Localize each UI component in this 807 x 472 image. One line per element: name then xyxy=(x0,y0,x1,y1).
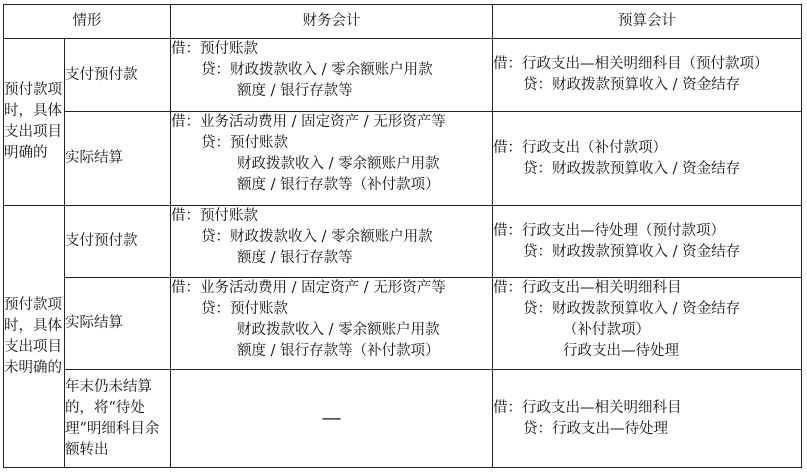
entry-line: 借：行政支出—待处理（预付款项） xyxy=(493,222,725,239)
entry-line: 贷：行政支出—待处理 xyxy=(523,420,668,437)
table-row xyxy=(4,370,802,468)
table-row xyxy=(4,112,802,206)
situation-cell: 支付预付款 xyxy=(65,206,171,278)
entry-line: 贷：财政拨款预算收入 / 资金结存 xyxy=(523,301,741,317)
entry-line: 行政支出—待处理 xyxy=(563,343,679,359)
table-row xyxy=(4,206,802,278)
header-financial: 财务会计 xyxy=(171,5,493,39)
financial-cell xyxy=(171,278,493,370)
budget-cell xyxy=(493,370,802,468)
entry-line: 借：行政支出—相关明细科目 xyxy=(493,280,682,296)
table-row xyxy=(4,278,802,370)
entry-line: 贷：预付账款 xyxy=(201,135,288,151)
header-budget: 预算会计 xyxy=(493,5,802,39)
entry-line: 借：业务活动费用 / 固定资产 / 无形资产等 xyxy=(171,280,446,296)
entry-line: 贷：预付账款 xyxy=(201,301,288,317)
entry-line: 贷：财政拨款预算收入 / 资金结存 xyxy=(523,77,741,93)
entry-line: 额度 / 银行存款等 xyxy=(237,250,353,266)
entry-line: 贷：财政拨款收入 / 零余额账户用款 xyxy=(201,62,433,78)
financial-cell xyxy=(171,206,493,278)
table-row xyxy=(4,39,802,112)
financial-cell xyxy=(171,112,493,206)
entry-line: 贷：财政拨款收入 / 零余额账户用款 xyxy=(201,229,433,245)
situation-cell: 实际结算 xyxy=(65,112,171,206)
header-situation: 情形 xyxy=(4,5,171,39)
situation-cell: 实际结算 xyxy=(65,278,171,370)
entry-line: 额度 / 银行存款等（补付款项） xyxy=(237,177,440,193)
situation-cell: 支付预付款 xyxy=(65,39,171,112)
entry-line: 额度 / 银行存款等（补付款项） xyxy=(237,343,440,359)
entry-line: 贷：财政拨款预算收入 / 资金结存 xyxy=(523,243,741,260)
entry-line: 借：业务活动费用 / 固定资产 / 无形资产等 xyxy=(171,114,446,130)
entry-line: 贷：财政拨款预算收入 / 资金结存 xyxy=(523,160,741,177)
budget-cell xyxy=(493,278,802,370)
financial-cell xyxy=(171,39,493,112)
budget-cell xyxy=(493,39,802,112)
entry-line: 借：行政支出（补付款项） xyxy=(493,139,667,156)
entry-line: 财政拨款收入 / 零余额账户用款 xyxy=(237,156,440,172)
empty-dash: — xyxy=(321,404,342,429)
accounting-table xyxy=(3,4,802,468)
entry-line: （补付款项） xyxy=(563,322,650,338)
entry-line: 借：行政支出—相关明细科目（预付款项） xyxy=(493,56,769,72)
budget-cell xyxy=(493,112,802,206)
budget-cell xyxy=(493,206,802,278)
entry-line: 借：预付账款 xyxy=(171,41,258,57)
financial-cell xyxy=(171,370,493,468)
entry-line: 借：行政支出—相关明细科目 xyxy=(493,399,682,416)
category-cell: 预付款项时，具体支出项目未明确的 xyxy=(4,206,65,468)
category-cell: 预付款项时，具体支出项目明确的 xyxy=(4,39,65,206)
header-row xyxy=(4,5,802,39)
entry-line: 财政拨款收入 / 零余额账户用款 xyxy=(237,322,440,338)
entry-line: 额度 / 银行存款等 xyxy=(237,83,353,99)
situation-cell: 年末仍未结算的，将“待处理”明细科目余额转出 xyxy=(65,370,171,468)
entry-line: 借：预付账款 xyxy=(171,208,258,224)
